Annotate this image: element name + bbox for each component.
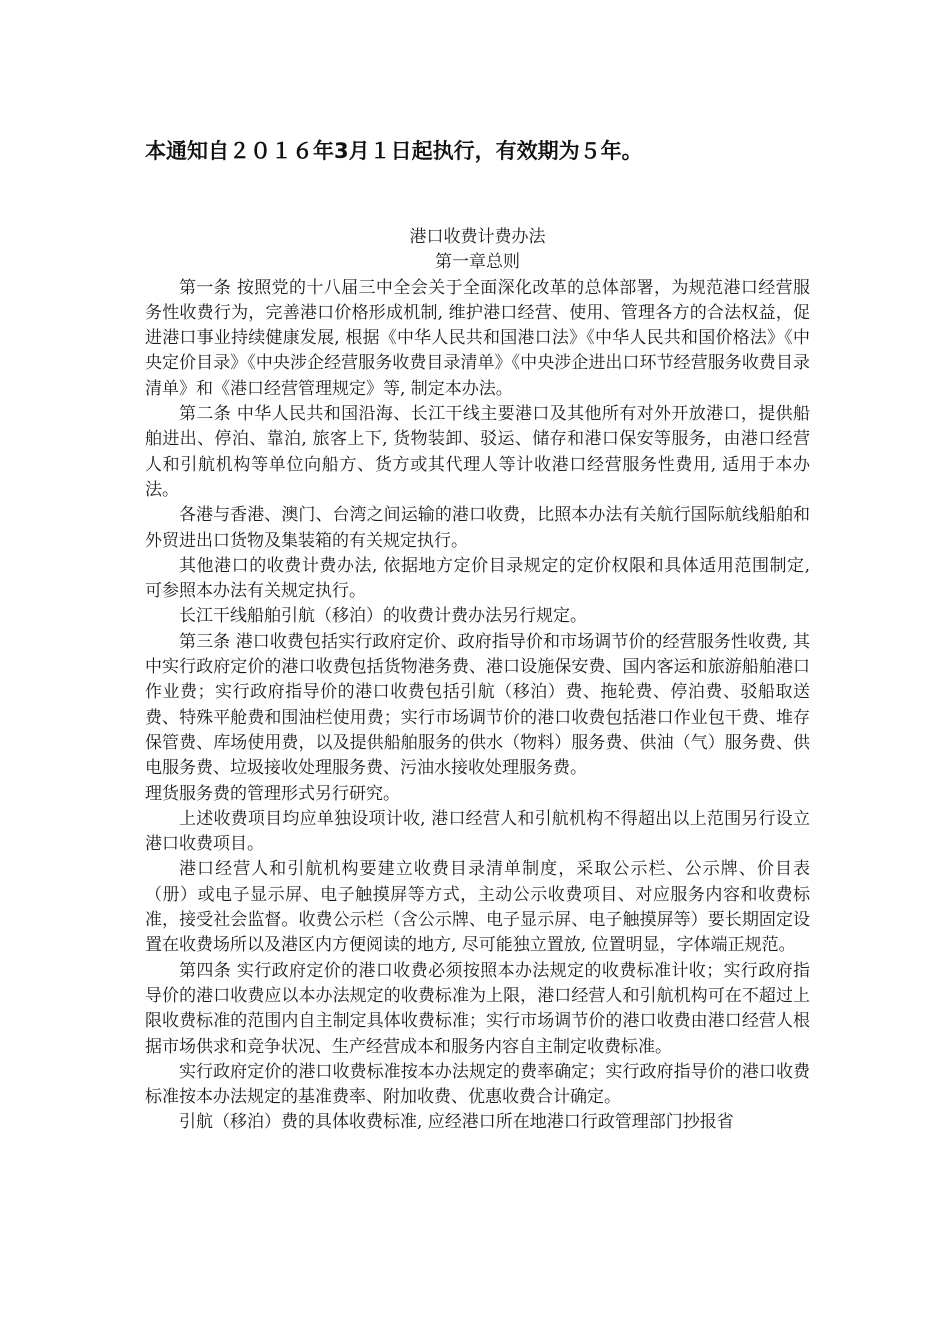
fee-standard-paragraph: 实行政府定价的港口收费标准按本办法规定的费率确定；实行政府指导价的港口收费标准按本办法规定的基准费率、附加收费、优惠收费合计确定。 <box>145 1061 810 1108</box>
pilotage-fee-paragraph: 引航（移泊）费的具体收费标准, 应经港口所在地港口行政管理部门抄报省 <box>179 1112 734 1133</box>
fee-disclosure-paragraph: 港口经营人和引航机构要建立收费目录清单制度，采取公示栏、公示牌、价目表（册）或电子显示屏、电子触摸屏等方式，主动公示收费项目、对应服务内容和收费标准，接受社会监督。收费公示栏（含公示牌、电子显示屏、电子触摸屏等）要长期固定设置在收费场所以及港区内方便阅读的地方, 尽可能独立置放, 位置明显，字体端正规范。 <box>145 859 810 956</box>
yangtze-pilotage-paragraph: 长江干线船舶引航（移泊）的收费计费办法另行规定。 <box>179 606 587 627</box>
effective-date-notice: 本通知自２０１６年3月１日起执行，有效期为５年。 <box>145 139 643 163</box>
chapter-title: 第一章总则 <box>435 252 520 273</box>
regulation-document <box>145 225 810 1136</box>
other-ports-paragraph: 其他港口的收费计费办法, 依据地方定价目录规定的定价权限和具体适用范围制定, 可参照本办法有关规定执行。 <box>145 555 810 602</box>
article-1-paragraph: 第一条 按照党的十八届三中全会关于全面深化改革的总体部署，为规范港口经营服务性收费行为，完善港口价格形成机制, 维护港口经营、使用、管理各方的合法权益，促进港口事业持续健康发展, 根据《中华人民共和国港口法》《中华人民共和国价格法》《中央定价目录》《中央涉企经营服务收费目录清单》《中央涉企进出口环节经营服务收费目录清单》和《港口经营管理规定》等, 制定本办法。 <box>145 277 810 399</box>
hk-macau-taiwan-paragraph: 各港与香港、澳门、台湾之间运输的港口收费，比照本办法有关航行国际航线船舶和外贸进出口货物及集装箱的有关规定执行。 <box>145 505 810 551</box>
separate-items-paragraph: 上述收费项目均应单独设项计收, 港口经营人和引航机构不得超出以上范围另行设立港口收费项目。 <box>145 808 810 855</box>
article-2-paragraph: 第二条 中华人民共和国沿海、长江干线主要港口及其他所有对外开放港口，提供船舶进出、停泊、靠泊, 旅客上下, 货物装卸、驳运、储存和港口保安等服务，由港口经营人和引航机构等单位向船方、货方或其代理人等计收港口经营服务性费用, 适用于本办法。 <box>145 404 810 500</box>
document-title: 港口收费计费办法 <box>409 227 546 247</box>
tally-fee-paragraph: 理货服务费的管理形式另行研究。 <box>145 783 400 804</box>
article-3-paragraph: 第三条 港口收费包括实行政府定价、政府指导价和市场调节价的经营服务性收费, 其中实行政府定价的港口收费包括货物港务费、港口设施保安费、国内客运和旅游船舶港口作业费；实行政府指导价的港口收费包括引航（移泊）费、拖轮费、停泊费、驳船取送费、特殊平舱费和围油栏使用费；实行市场调节价的港口收费包括港口作业包干费、堆存保管费、库场使用费，以及提供船舶服务的供水（物料）服务费、供油（气）服务费、供电服务费、垃圾接收处理服务费、污油水接收处理服务费。 <box>145 631 810 779</box>
article-4-paragraph: 第四条 实行政府定价的港口收费必须按照本办法规定的收费标准计收；实行政府指导价的港口收费应以本办法规定的收费标准为上限，港口经营人和引航机构可在不超过上限收费标准的范围内自主制定具体收费标准；实行市场调节价的港口收费由港口经营人根据市场供求和竞争状况、生产经营成本和服务内容自主制定收费标准。 <box>145 960 810 1057</box>
